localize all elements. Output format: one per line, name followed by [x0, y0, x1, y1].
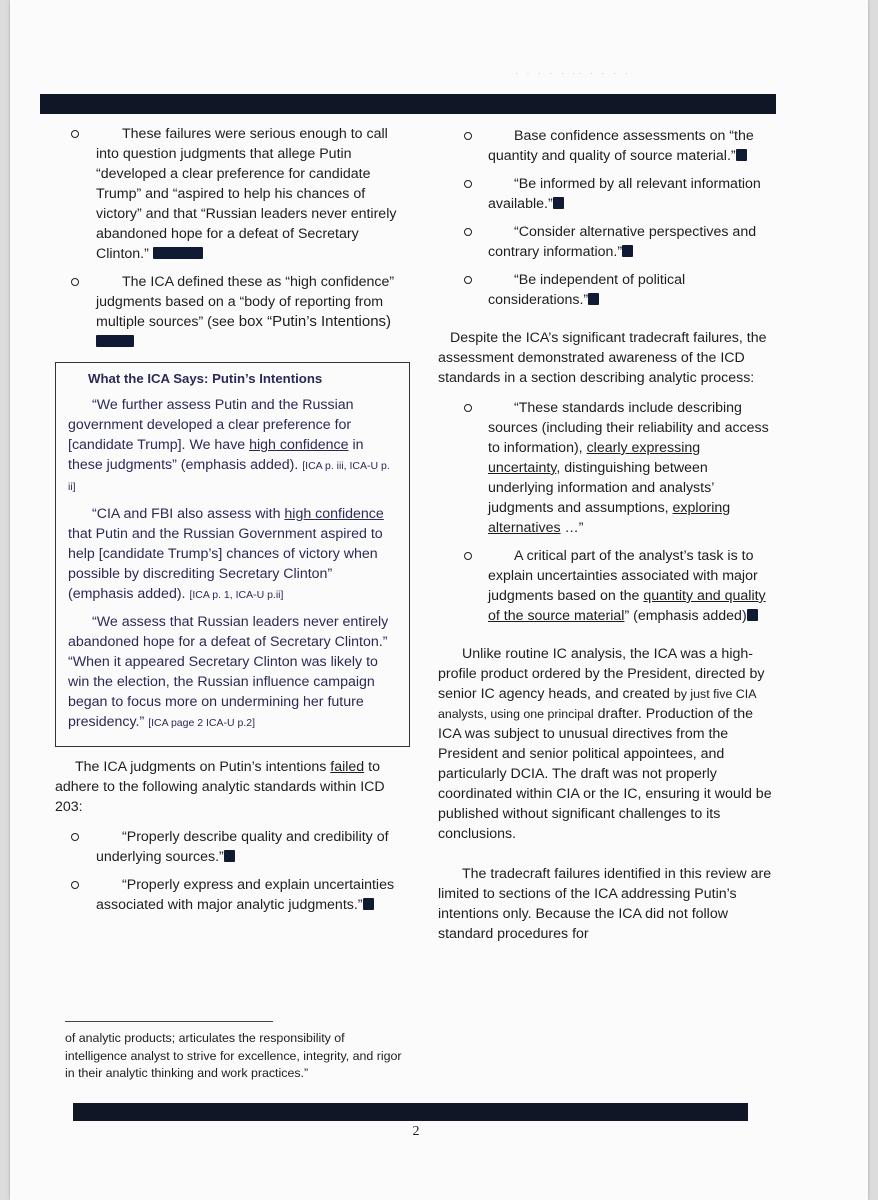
- icd-standards-paragraph: The ICA judgments on Putin’s intentions failed to adhere to the following analytic standards within ICD 203:: [55, 759, 385, 815]
- right-bullet-2: “Be informed by all relevant information available.”: [438, 174, 776, 214]
- right-column: [438, 126, 776, 954]
- faint-header-text: · · · · · ·· · · · ·: [515, 68, 631, 78]
- redaction-mark: [96, 335, 134, 347]
- right-bullet-4: “Be independent of political considerations.”: [438, 270, 776, 310]
- right-quote-1: “These standards include describing sources (including their reliability and access to information), clearly expressing uncertainty, distinguishing between underlying information and analysts’ judgments and assumptions, exploring alternatives …”: [438, 398, 776, 538]
- bullet-icon: [71, 130, 79, 138]
- box-paragraph-3: “We assess that Russian leaders never entirely abandoned hope for a defeat of Secretary Clinton.” “When it appeared Secretary Clinton was likely to win the election, the Russian influence campaign began to focus more on undermining her future presidency.” [ICA page 2 ICA-U p.2]: [68, 614, 389, 730]
- right-quote-2: A critical part of the analyst’s task is to explain uncertainties associated with major judgments based on the quantity and quality of the source material” (emphasis added): [438, 546, 776, 626]
- bullet-icon: [464, 132, 472, 140]
- left-bullet-2: The ICA defined these as “high confidence” judgments based on a “body of reporting from multiple sources” (see box “Putin’s Intentions): [55, 272, 410, 352]
- top-redaction-bar: [40, 94, 776, 114]
- bullet-icon: [464, 276, 472, 284]
- box-paragraph-1: “We further assess Putin and the Russian government developed a clear preference for [candidate Trump]. We have high confidence in these judgments” (emphasis added). [ICA p. iii, ICA-U p. ii]: [68, 397, 390, 493]
- redaction-mark: [588, 293, 599, 305]
- redaction-mark: [224, 850, 235, 862]
- box-paragraph-2: “CIA and FBI also assess with high confidence that Putin and the Russian Government aspired to help [candidate Trump’s] chances of victory when possible by discrediting Secretary Clinton” (emphasis added). [ICA p. 1, ICA-U p.ii]: [68, 506, 384, 602]
- putin-intentions-box: [55, 362, 410, 747]
- bullet-icon: [71, 833, 79, 841]
- bullet-icon: [464, 180, 472, 188]
- left-bullet-3: “Properly describe quality and credibility of underlying sources.”: [55, 827, 410, 867]
- page-number: 2: [412, 1124, 420, 1139]
- redaction-mark: [363, 898, 374, 910]
- redaction-mark: [736, 149, 747, 161]
- document-page: [10, 0, 868, 1200]
- bullet-icon: [464, 552, 472, 560]
- right-bullet-1: Base confidence assessments on “the quantity and quality of source material.”: [438, 126, 776, 166]
- redaction-mark: [153, 247, 203, 259]
- bullet-icon: [71, 278, 79, 286]
- bullet-icon: [464, 404, 472, 412]
- left-column: [55, 124, 410, 923]
- bullet-icon: [71, 881, 79, 889]
- redaction-mark: [622, 245, 633, 257]
- ica-production-paragraph: Unlike routine IC analysis, the ICA was a high-profile product ordered by the President, directed by senior IC agency heads, and created by just five CIA analysts, using one principal drafter. Production of the ICA was subject to unusual directives from the President and senior political appointees, and particularly DCIA. The draft was not properly coordinated within CIA or the IC, ensuring it would be published without significant challenges to its conclusions.: [438, 646, 772, 842]
- footnote-rule: [65, 1021, 273, 1022]
- box-title: What the ICA Says: Putin’s Intentions: [88, 371, 323, 386]
- redaction-mark: [553, 197, 564, 209]
- awareness-paragraph: Despite the ICA’s significant tradecraft failures, the assessment demonstrated awareness of the ICD standards in a section describing analytic process:: [438, 330, 767, 386]
- bottom-redaction-bar: [73, 1103, 748, 1121]
- left-bullet-4: “Properly express and explain uncertainties associated with major analytic judgments.”: [55, 875, 410, 915]
- redaction-mark: [747, 609, 758, 621]
- footnote: of analytic products; articulates the responsibility of intelligence analyst to strive for excellence, integrity, and rigor in their analytic thinking and work practices.”: [65, 1031, 402, 1080]
- left-bullet-1: These failures were serious enough to call into question judgments that allege Putin “developed a clear preference for candidate Trump” and “aspired to help his chances of victory” and that “Russian leaders never entirely abandoned hope for a defeat of Secretary Clinton.”: [55, 124, 410, 264]
- right-bullet-3: “Consider alternative perspectives and contrary information.”: [438, 222, 776, 262]
- limitation-paragraph: The tradecraft failures identified in this review are limited to sections of the ICA addressing Putin’s intentions only. Because the ICA did not follow standard procedures for: [438, 866, 772, 942]
- bullet-icon: [464, 228, 472, 236]
